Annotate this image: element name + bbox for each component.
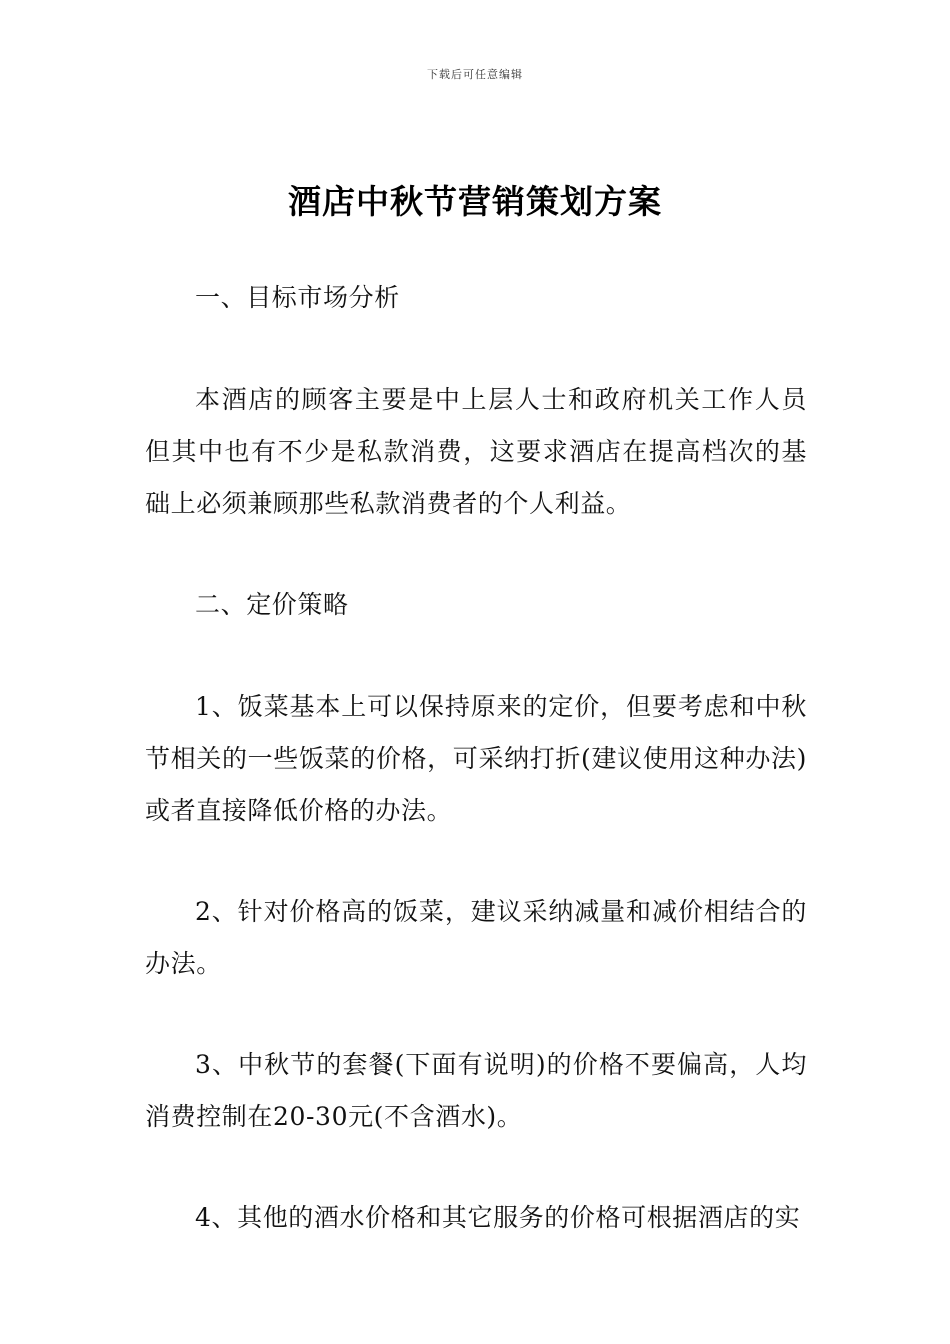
document-body (145, 272, 807, 1293)
pricing-item-4: 4、其他的酒水价格和其它服务的价格可根据酒店的实 (195, 1203, 801, 1232)
header-note: 下载后可任意编辑 (427, 68, 523, 81)
section-heading-pricing-strategy: 二、定价策略 (195, 590, 349, 619)
document-title: 酒店中秋节营销策划方案 (288, 182, 662, 221)
pricing-item-2: 2、针对价格高的饭菜，建议采纳减量和减价相结合的办法。 (145, 897, 807, 978)
paragraph-market-analysis: 本酒店的顾客主要是中上层人士和政府机关工作人员但其中也有不少是私款消费，这要求酒店在提高档次的基础上必须兼顾那些私款消费者的个人利益。 (145, 385, 807, 518)
section-heading-market-analysis: 一、目标市场分析 (195, 283, 400, 312)
pricing-item-3: 3、中秋节的套餐(下面有说明)的价格不要偏高，人均消费控制在20-30元(不含酒水)。 (145, 1050, 807, 1131)
pricing-item-1: 1、饭菜基本上可以保持原来的定价，但要考虑和中秋节相关的一些饭菜的价格，可采纳打折(建议使用这种办法)或者直接降低价格的办法。 (145, 692, 807, 825)
